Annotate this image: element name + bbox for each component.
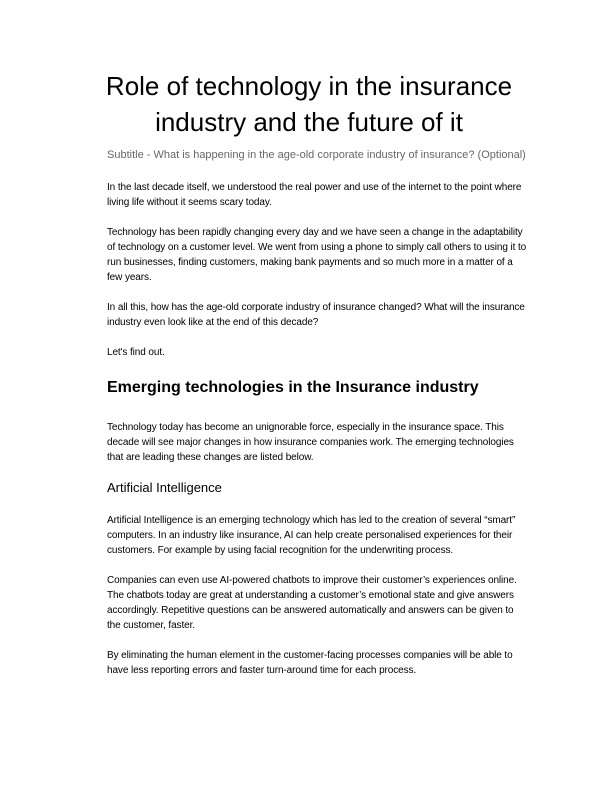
paragraph-intro-4: Let's find out. [107, 347, 165, 358]
paragraph-intro-1: In the last decade itself, we understood the real power and use of the internet to the point where living life without it seems scary today. [107, 182, 522, 208]
document-subtitle: Subtitle - What is happening in the age-old corporate industry of insurance? (Optional) [107, 149, 526, 161]
document-content [107, 68, 527, 678]
paragraph-ai-2: Companies can even use AI-powered chatbots to improve their customer’s experiences online. The chatbots today are great at understanding a customer’s emotional state and give answers accordingly. Repetitive questions can be answered automatically and answers can be given to the customer, faster. [107, 575, 517, 631]
paragraph-emerging-1: Technology today has become an unignorable force, especially in the insurance space. This decade will see major changes in how insurance companies work. The emerging technologies that are leading these changes are listed below. [107, 422, 514, 463]
paragraph-ai-3: By eliminating the human element in the customer-facing processes companies will be able to have less reporting errors and faster turn-around time for each process. [107, 650, 513, 676]
section-heading-emerging-technologies: Emerging technologies in the Insurance industry [107, 379, 479, 396]
paragraph-ai-1: Artificial Intelligence is an emerging technology which has led to the creation of several “smart” computers. In an industry like insurance, AI can help create personalised experiences for their customers. For example by using facial recognition for the underwriting process. [107, 515, 516, 556]
paragraph-intro-2: Technology has been rapidly changing every day and we have seen a change in the adaptability of technology on a customer level. We went from using a phone to simply call others to using it to run businesses, finding customers, making bank payments and so much more in a matter of a few years. [107, 227, 527, 283]
paragraph-intro-3: In all this, how has the age-old corporate industry of insurance changed? What will the insurance industry even look like at the end of this decade? [107, 302, 525, 328]
subsection-heading-artificial-intelligence: Artificial Intelligence [107, 480, 222, 495]
document-title: Role of technology in the insurance industry and the future of it [105, 71, 513, 137]
